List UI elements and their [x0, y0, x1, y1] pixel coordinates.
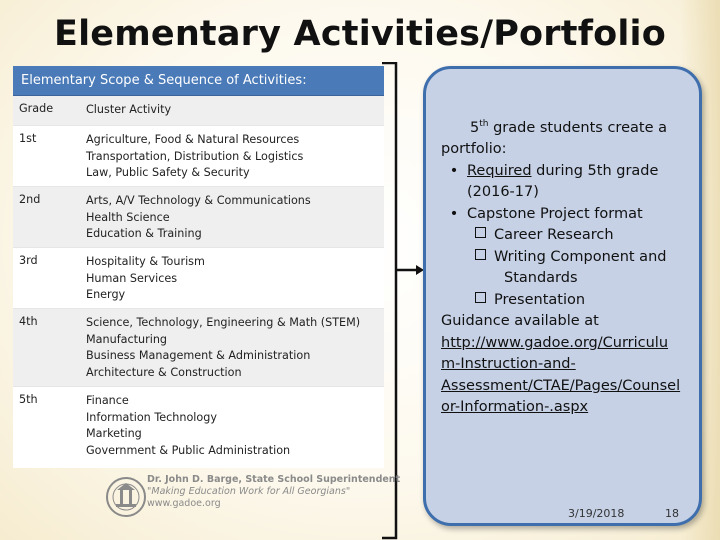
grade-cell: 5th	[19, 393, 38, 406]
activity-line: Marketing	[86, 427, 142, 440]
sub1-text: Career Research	[494, 227, 614, 244]
scope-sequence-table	[13, 66, 384, 468]
activity-line: Finance	[86, 394, 129, 407]
activity-cell	[86, 132, 303, 182]
table-row	[13, 309, 384, 387]
intro-line-2: portfolio:	[441, 141, 507, 158]
activity-line: Architecture & Construction	[86, 365, 242, 379]
checkbox-square-icon	[475, 249, 486, 260]
table-row	[13, 187, 384, 248]
activity-line: Human Services	[86, 271, 178, 285]
table-row	[13, 248, 384, 309]
superintendent-url: www.gadoe.org	[147, 498, 221, 509]
table-row	[13, 387, 384, 467]
grade-cell: 3rd	[19, 254, 38, 267]
activity-cell	[86, 254, 205, 304]
guidance-label: Guidance available at	[441, 313, 599, 330]
activity-line: Education & Training	[86, 227, 202, 240]
activity-line: Arts, A/V Technology & Communications	[86, 194, 311, 207]
superintendent-slogan: "Making Education Work for All Georgians"	[147, 486, 351, 497]
superintendent-name: Dr. John D. Barge, State School Superintendent	[147, 474, 401, 485]
table-column-header-row	[13, 96, 384, 126]
link-line[interactable]: or-Information-.aspx	[441, 399, 589, 416]
bullet2-text: Capstone Project format	[467, 205, 643, 222]
grade-cell: 1st	[19, 132, 37, 145]
info-panel-text	[441, 114, 696, 419]
link-line[interactable]: m-Instruction-and-	[441, 356, 576, 373]
activity-line: Government & Public Administration	[86, 443, 291, 457]
column-header-grade: Grade	[19, 102, 54, 115]
grade-cell: 2nd	[19, 193, 41, 206]
grade-cell: 4th	[19, 315, 38, 328]
intro-rest: grade students create a	[488, 119, 667, 136]
intro-line	[441, 114, 696, 139]
column-header-cluster	[86, 102, 171, 119]
georgia-seal-icon	[105, 466, 147, 528]
intro-num: 5	[470, 119, 480, 136]
guidance-link[interactable]	[441, 333, 696, 419]
sub-item	[441, 225, 696, 247]
bracket-connector	[380, 62, 428, 540]
link-line[interactable]: Assessment/CTAE/Pages/Counsel	[441, 377, 681, 394]
bullet-dot: •	[449, 205, 459, 222]
required-text: Required	[467, 162, 532, 179]
activity-cell	[86, 393, 290, 459]
sub2-text: Writing Component and	[494, 248, 667, 265]
activity-line: Health Science	[86, 210, 170, 224]
bullet1-rest: during 5th grade	[531, 162, 659, 179]
bullet-item	[441, 161, 696, 183]
footer-page-number: 18	[665, 507, 679, 520]
checkbox-square-icon	[475, 227, 486, 238]
bullet-dot: •	[449, 162, 459, 179]
link-line[interactable]: http://www.gadoe.org/Curriculu	[441, 334, 669, 351]
column-header-cluster-label: Cluster Activity	[86, 103, 172, 116]
intro-sup: th	[479, 119, 489, 129]
sub-item	[441, 290, 696, 312]
table-row	[13, 126, 384, 187]
table-header: Elementary Scope & Sequence of Activities:	[13, 66, 384, 96]
sub3-text: Presentation	[494, 291, 586, 308]
slide-title: Elementary Activities/Portfolio	[53, 14, 667, 54]
activity-line: Science, Technology, Engineering & Math (STEM)	[86, 316, 361, 329]
activity-line: Hospitality & Tourism	[86, 255, 205, 268]
activity-cell	[86, 315, 360, 381]
activity-cell	[86, 193, 311, 243]
activity-line: Agriculture, Food & Natural Resources	[86, 133, 300, 146]
activity-line: Manufacturing	[86, 332, 168, 346]
activity-line: Transportation, Distribution & Logistics	[86, 149, 304, 163]
superintendent-block	[147, 474, 400, 510]
activity-line: Information Technology	[86, 410, 217, 424]
bullet1-line-2: (2016-17)	[467, 184, 539, 201]
activity-line: Law, Public Safety & Security	[86, 166, 250, 179]
activity-line: Business Management & Administration	[86, 349, 311, 362]
checkbox-square-icon	[475, 292, 486, 303]
footer-date: 3/19/2018	[568, 507, 625, 520]
sub-item	[441, 247, 696, 269]
bullet-item	[441, 204, 696, 226]
sub2-line-2: Standards	[504, 270, 578, 287]
activity-line: Energy	[86, 288, 126, 301]
